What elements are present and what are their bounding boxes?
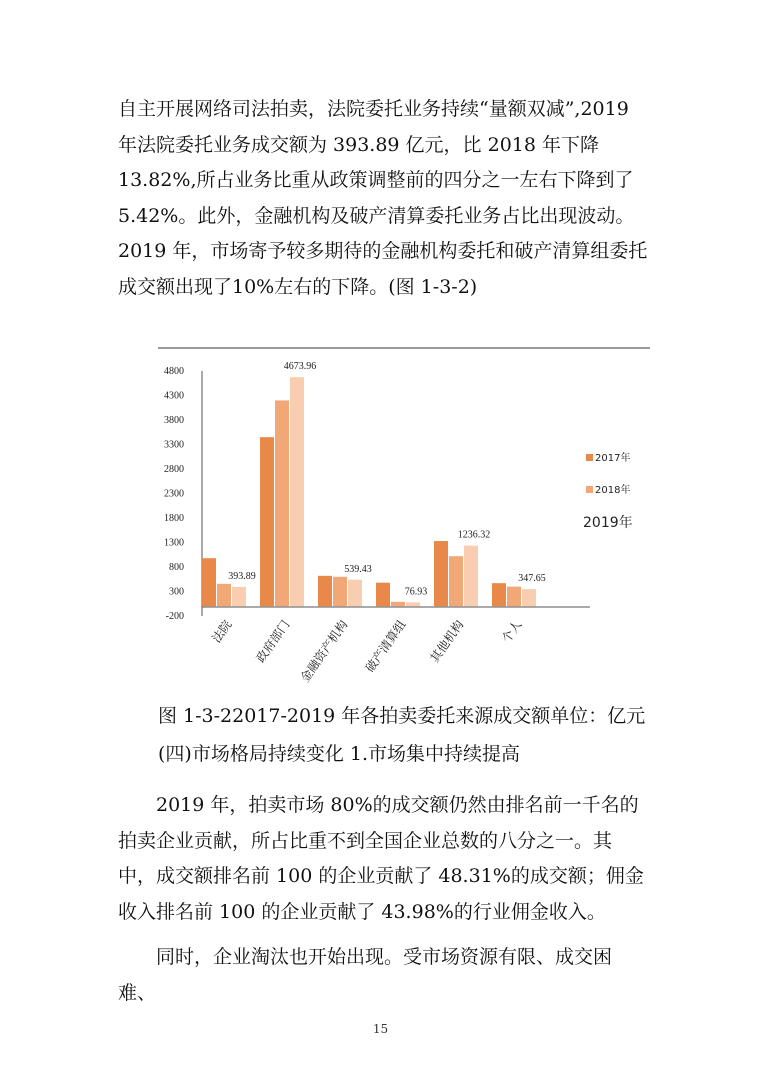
y-tick-label: 300 bbox=[169, 586, 184, 598]
market-paragraph: 2019 年，拍卖市场 80%的成交额仍然由排名前一千名的拍卖企业贡献，所占比重不到全国企业总数的八分之一。其中，成交额排名前 100 的企业贡献了 48.31%的成交额；佣金收入排名前 100 的企业贡献了 43.98%的行业佣金收入。 bbox=[118, 794, 644, 923]
bar-2019年-法院 bbox=[232, 587, 246, 606]
data-label: 393.89 bbox=[228, 570, 256, 582]
legend-label: 2019年 bbox=[583, 515, 633, 531]
category-label: 法院 bbox=[209, 617, 235, 646]
section-heading: (四)市场格局持续变化 1.市场集中持续提高 bbox=[158, 743, 520, 765]
bar-2018年-其他机构 bbox=[449, 556, 463, 606]
bar-chart bbox=[150, 338, 655, 693]
y-tick-label: -200 bbox=[165, 611, 184, 622]
y-tick-label: 3800 bbox=[164, 415, 184, 426]
bar-2019年-破产清算组 bbox=[406, 602, 420, 606]
bar-2018年-法院 bbox=[217, 584, 231, 606]
y-tick-label: 4300 bbox=[164, 390, 184, 402]
bar-2018年-金融资产机构 bbox=[333, 577, 347, 606]
closing-paragraph: 同时，企业淘汰也开始出现。受市场资源有限、成交困难、 bbox=[118, 946, 613, 1004]
y-tick-label: 800 bbox=[169, 562, 184, 573]
bar-2017年-法院 bbox=[202, 558, 216, 606]
bar-2019年-政府部门 bbox=[290, 377, 304, 606]
bar-2017年-政府部门 bbox=[260, 437, 274, 606]
bar-2017年-金融资产机构 bbox=[318, 576, 332, 606]
category-label: 政府部门 bbox=[253, 617, 293, 666]
legend-swatch-2017年 bbox=[586, 454, 593, 461]
y-tick-label: 1800 bbox=[164, 513, 184, 524]
legend-swatch-2018年 bbox=[586, 486, 593, 493]
bar-2019年-其他机构 bbox=[464, 546, 478, 607]
bar-2018年-个人 bbox=[507, 587, 521, 607]
bar-2019年-个人 bbox=[522, 589, 536, 606]
category-label: 破产清算组 bbox=[362, 617, 409, 675]
intro-paragraph: 自主开展网络司法拍卖，法院委托业务持续“量额双减”,2019 年法院委托业务成交额为 393.89 亿元，比 2018 年下降 13.82%,所占业务比重从政策调整前的四分之一左右下降到了 5.42%。此外，金融机构及破产清算委托业务占比出现波动。2019 年，市场寄予较多期待的金融机构委托和破产清算组委托成交额出现了10%左右的下降。(图 1-3-2) bbox=[118, 98, 648, 298]
category-label: 其他机构 bbox=[427, 617, 467, 666]
bar-2017年-个人 bbox=[492, 583, 506, 606]
y-tick-label: 2800 bbox=[164, 464, 184, 475]
bar-2017年-其他机构 bbox=[434, 541, 448, 606]
bar-2018年-破产清算组 bbox=[391, 602, 405, 606]
bar-2019年-金融资产机构 bbox=[348, 580, 362, 606]
category-label: 金融资产机构 bbox=[297, 617, 351, 685]
bar-2017年-破产清算组 bbox=[376, 583, 390, 607]
data-label: 76.93 bbox=[404, 586, 428, 598]
y-tick-label: 4800 bbox=[164, 366, 184, 377]
y-tick-label: 3300 bbox=[164, 439, 184, 451]
data-label: 4673.96 bbox=[283, 361, 317, 373]
figure-caption: 图 1-3-22017-2019 年各拍卖委托来源成交额单位：亿元 bbox=[158, 705, 646, 727]
data-label: 539.43 bbox=[344, 563, 372, 575]
chart-canvas bbox=[150, 338, 655, 693]
legend-label: 2018年 bbox=[595, 485, 631, 496]
page-number: 15 bbox=[372, 1022, 389, 1036]
category-label: 个人 bbox=[499, 617, 525, 646]
y-tick-label: 1300 bbox=[164, 537, 184, 549]
data-label: 347.65 bbox=[518, 573, 546, 585]
bar-2018年-政府部门 bbox=[275, 400, 289, 606]
legend-label: 2017年 bbox=[595, 453, 631, 464]
data-label: 1236.32 bbox=[457, 529, 491, 541]
y-tick-label: 2300 bbox=[164, 488, 184, 500]
